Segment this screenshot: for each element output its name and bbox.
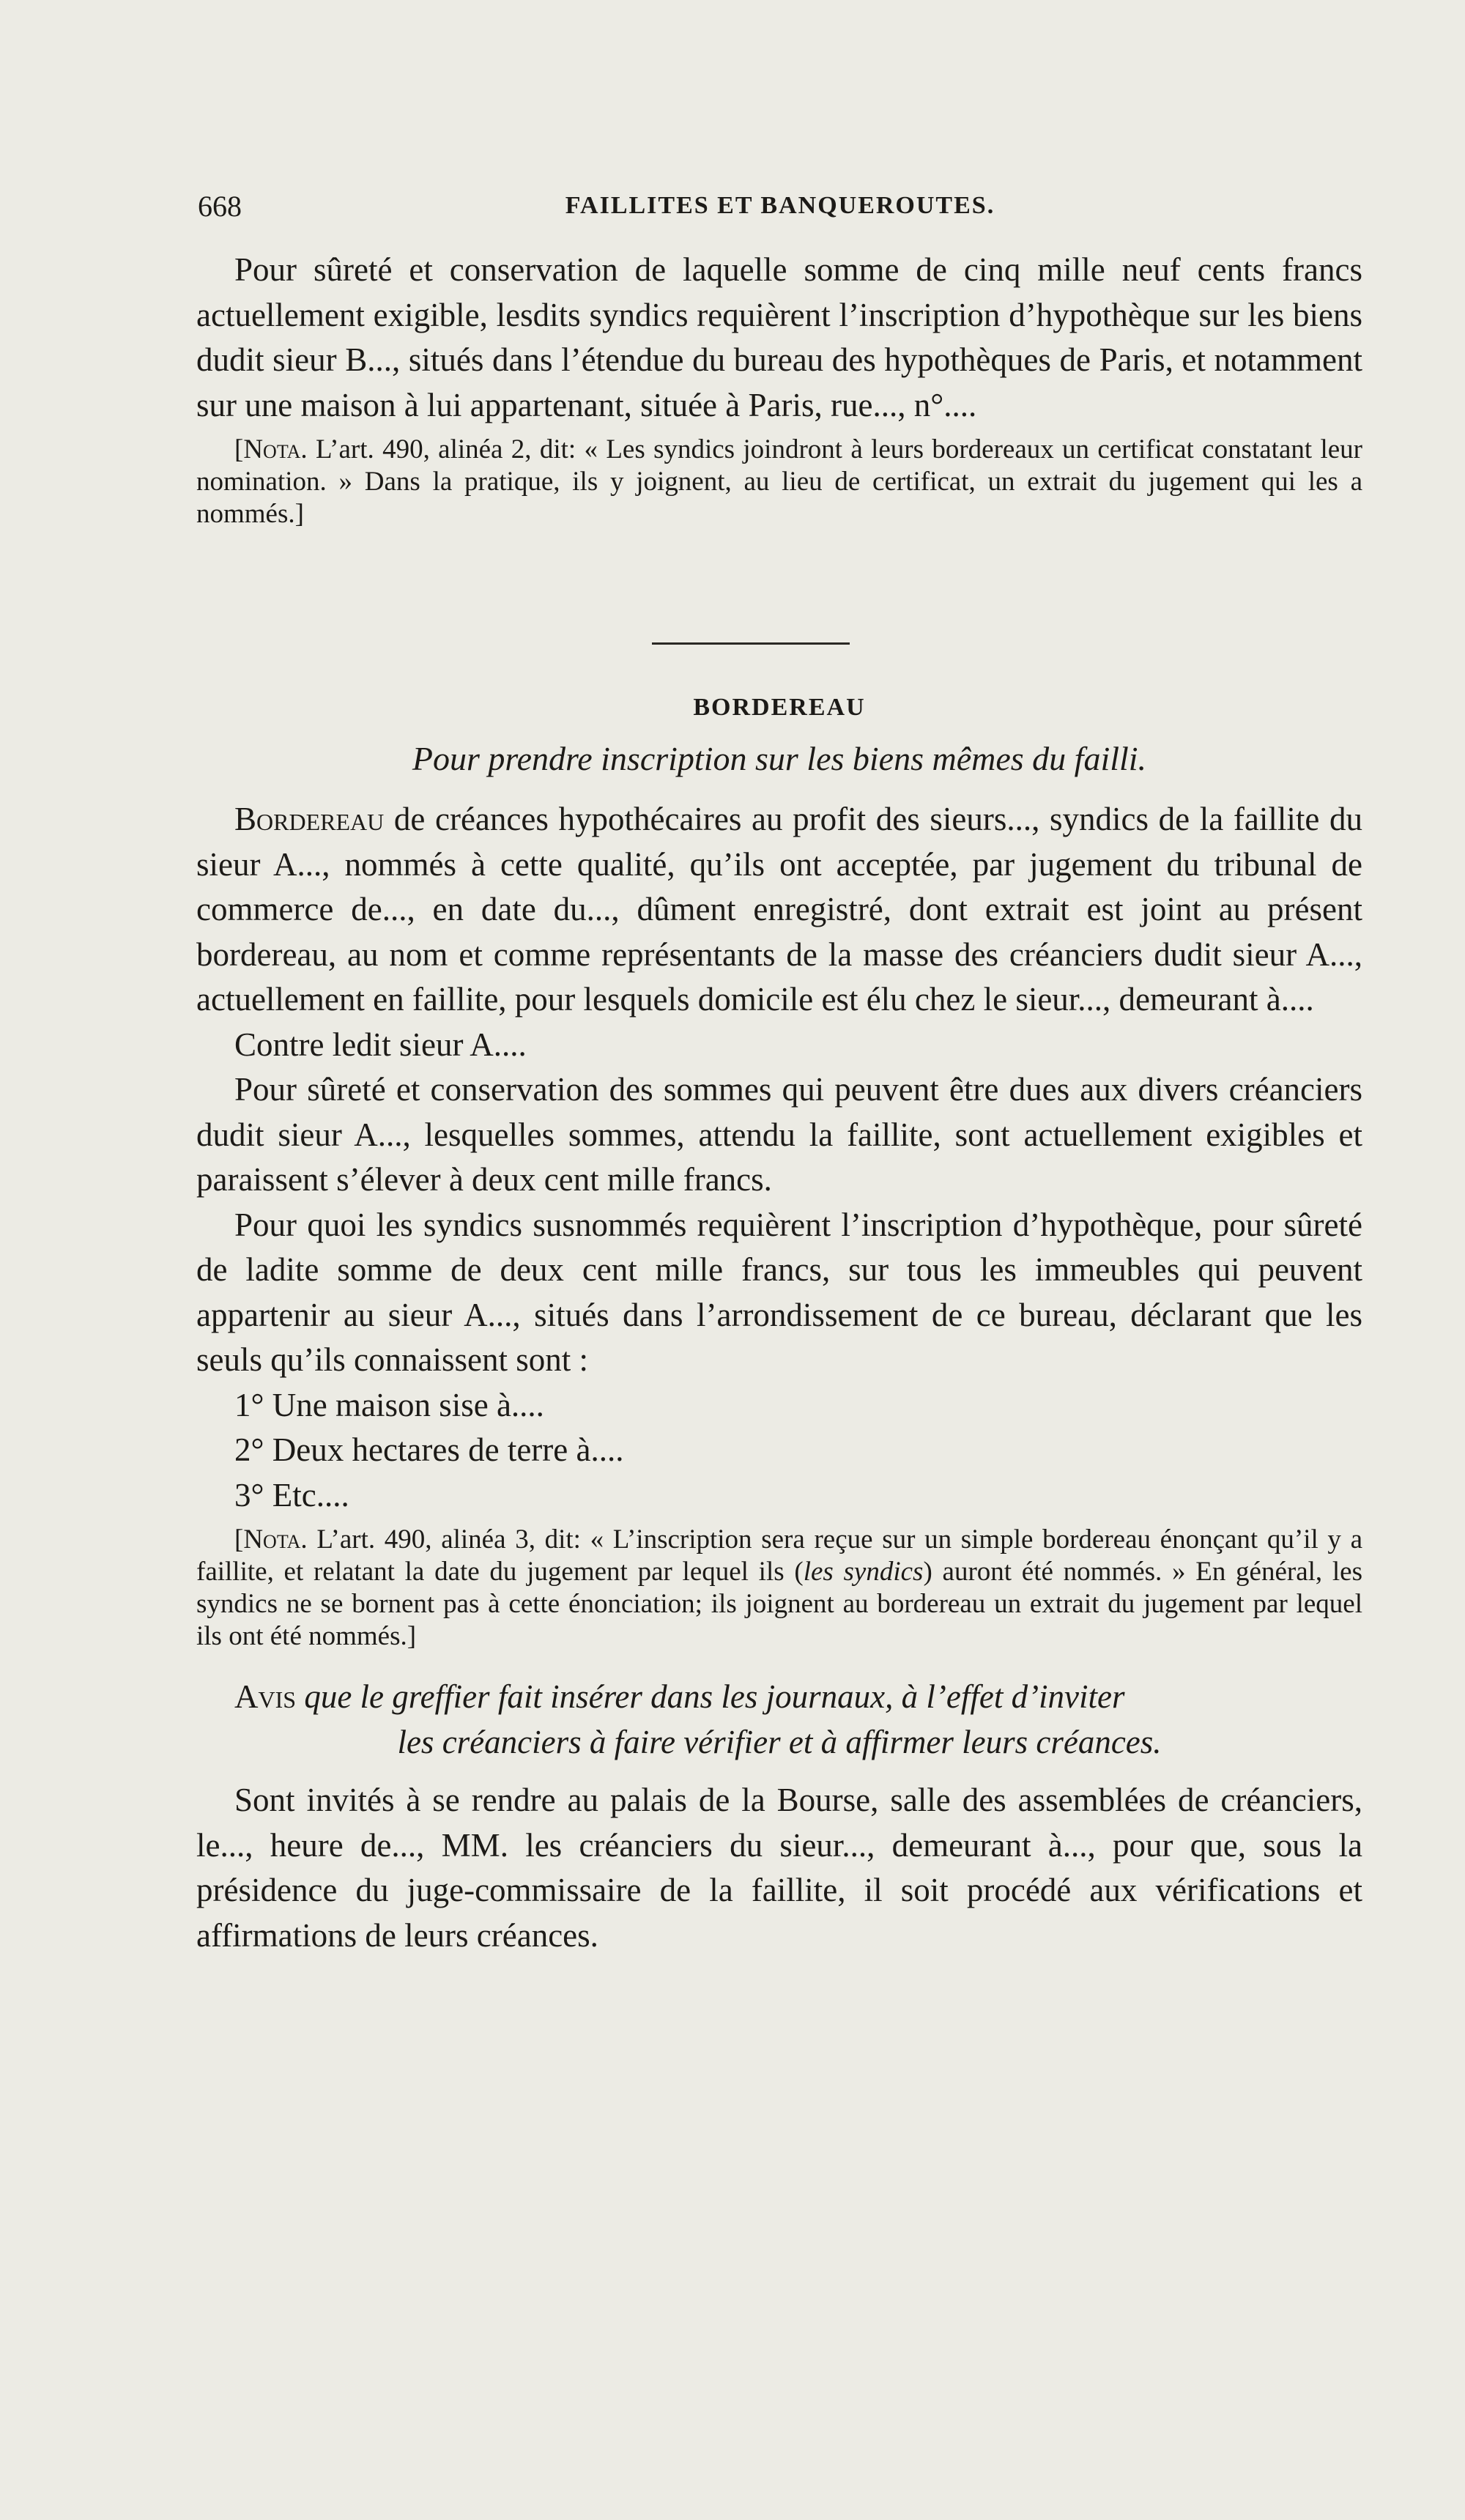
list-item: 3° Etc.... [234,1476,349,1513]
nota-italic-syndics: les syndics [803,1557,924,1587]
running-title: FAILLITES ET BANQUEROUTES. [565,192,995,219]
section-inscription-b [196,248,1362,530]
nota-label: Nota. [243,434,308,464]
avis-paragraph: Sont invités à se rendre au palais de la Bourse, salle des assemblées de créanciers, le..., heure de..., MM. les créanciers du sieur..., demeurant à..., pour que, sous la présidence du juge-commissaire de la faillite, il soit procédé aux vérifications et affirmations de leurs créances. [196,1782,1362,1954]
nota-text-a: L’art. 490, alinéa 3, dit: « L’inscription sera reçue sur un simple bordereau énonçant qu’il y a faillite, et relatant la date du jugement par lequel ils ( [196,1524,1362,1587]
bordereau-heading: BORDEREAU [693,694,866,721]
nota-text-b: ) auront été nommés. » En général, les syndics ne se bornent pas à cette énonciation; ils joignent au bordereau un extrait du jugement par lequel ils ont été nommés.] [196,1557,1363,1651]
list-item: 2° Deux hectares de terre à.... [234,1431,624,1468]
nota-open-bracket: [ [234,1524,244,1554]
list-item: 1° Une maison sise à.... [234,1386,544,1423]
nota-open-bracket: [ [234,434,244,464]
avis-title-line-2: les créanciers à faire vérifier et à affirmer leurs créances. [397,1723,1162,1760]
nota-label: Nota. [243,1524,308,1554]
bordereau-paragraph-4: Pour quoi les syndics susnommés requièrent l’inscription d’hypothèque, pour sûreté de ladite somme de deux cent mille francs, sur tous les immeubles qui peuvent appartenir au sieur A..., situés dans l’arrondissement de ce bureau, déclarant que les seuls qu’ils connaissent sont : [196,1206,1362,1378]
page-header [198,189,1362,233]
nota-art-490-al2 [196,434,1362,530]
bordereau-paragraph-2: Contre ledit sieur A.... [234,1026,527,1063]
lead-word-bordereau: Bordereau [234,801,385,837]
nota-text: L’art. 490, alinéa 2, dit: « Les syndics joindront à leurs bordereaux un certificat constatant leur nomination. » Dans la pratique, ils y joignent, au lieu de certificat, un extrait du jugement qui les a nommés.] [196,434,1362,529]
nota-art-490-al3 [196,1524,1362,1653]
page-number: 668 [198,190,242,223]
bordereau-subheading: Pour prendre inscription sur les biens mêmes du failli. [412,739,1147,777]
avis-title [196,1675,1362,1720]
bordereau-p1-text: de créances hypothécaires au profit des sieurs..., syndics de la faillite du sieur A..., nommés à cette qualité, qu’ils ont acceptée, par jugement du tribunal de commerce de..., en date du..., dûment enregistré, dont extrait est joint au présent bordereau, au nom et comme représentants de la masse des créanciers dudit sieur A..., actuellement en faillite, pour lesquels domicile est élu chez le sieur..., demeurant à.... [196,801,1362,1018]
section-bordereau [196,685,1362,1958]
bordereau-paragraph-1 [196,797,1362,1023]
paragraph-surete-b: Pour sûreté et conservation de laquelle somme de cinq mille neuf cents francs actuellement exigible, lesdits syndics requièrent l’inscription d’hypothèque sur les biens dudit sieur B..., situés dans l’étendue du bureau des hypothèques de Paris, et notamment sur une maison à lui appartenant, située à Paris, rue..., n°.... [196,251,1362,423]
section-divider [652,642,850,645]
lead-word-avis: Avis [234,1678,297,1715]
bordereau-paragraph-3: Pour sûreté et conservation des sommes qui peuvent être dues aux divers créanciers dudit sieur A..., lesquelles sommes, attendu la faillite, sont actuellement exigibles et paraissent s’élever à deux cent mille francs. [196,1071,1362,1198]
avis-title-line-1: que le greffier fait insérer dans les journaux, à l’effet d’inviter [296,1678,1125,1715]
